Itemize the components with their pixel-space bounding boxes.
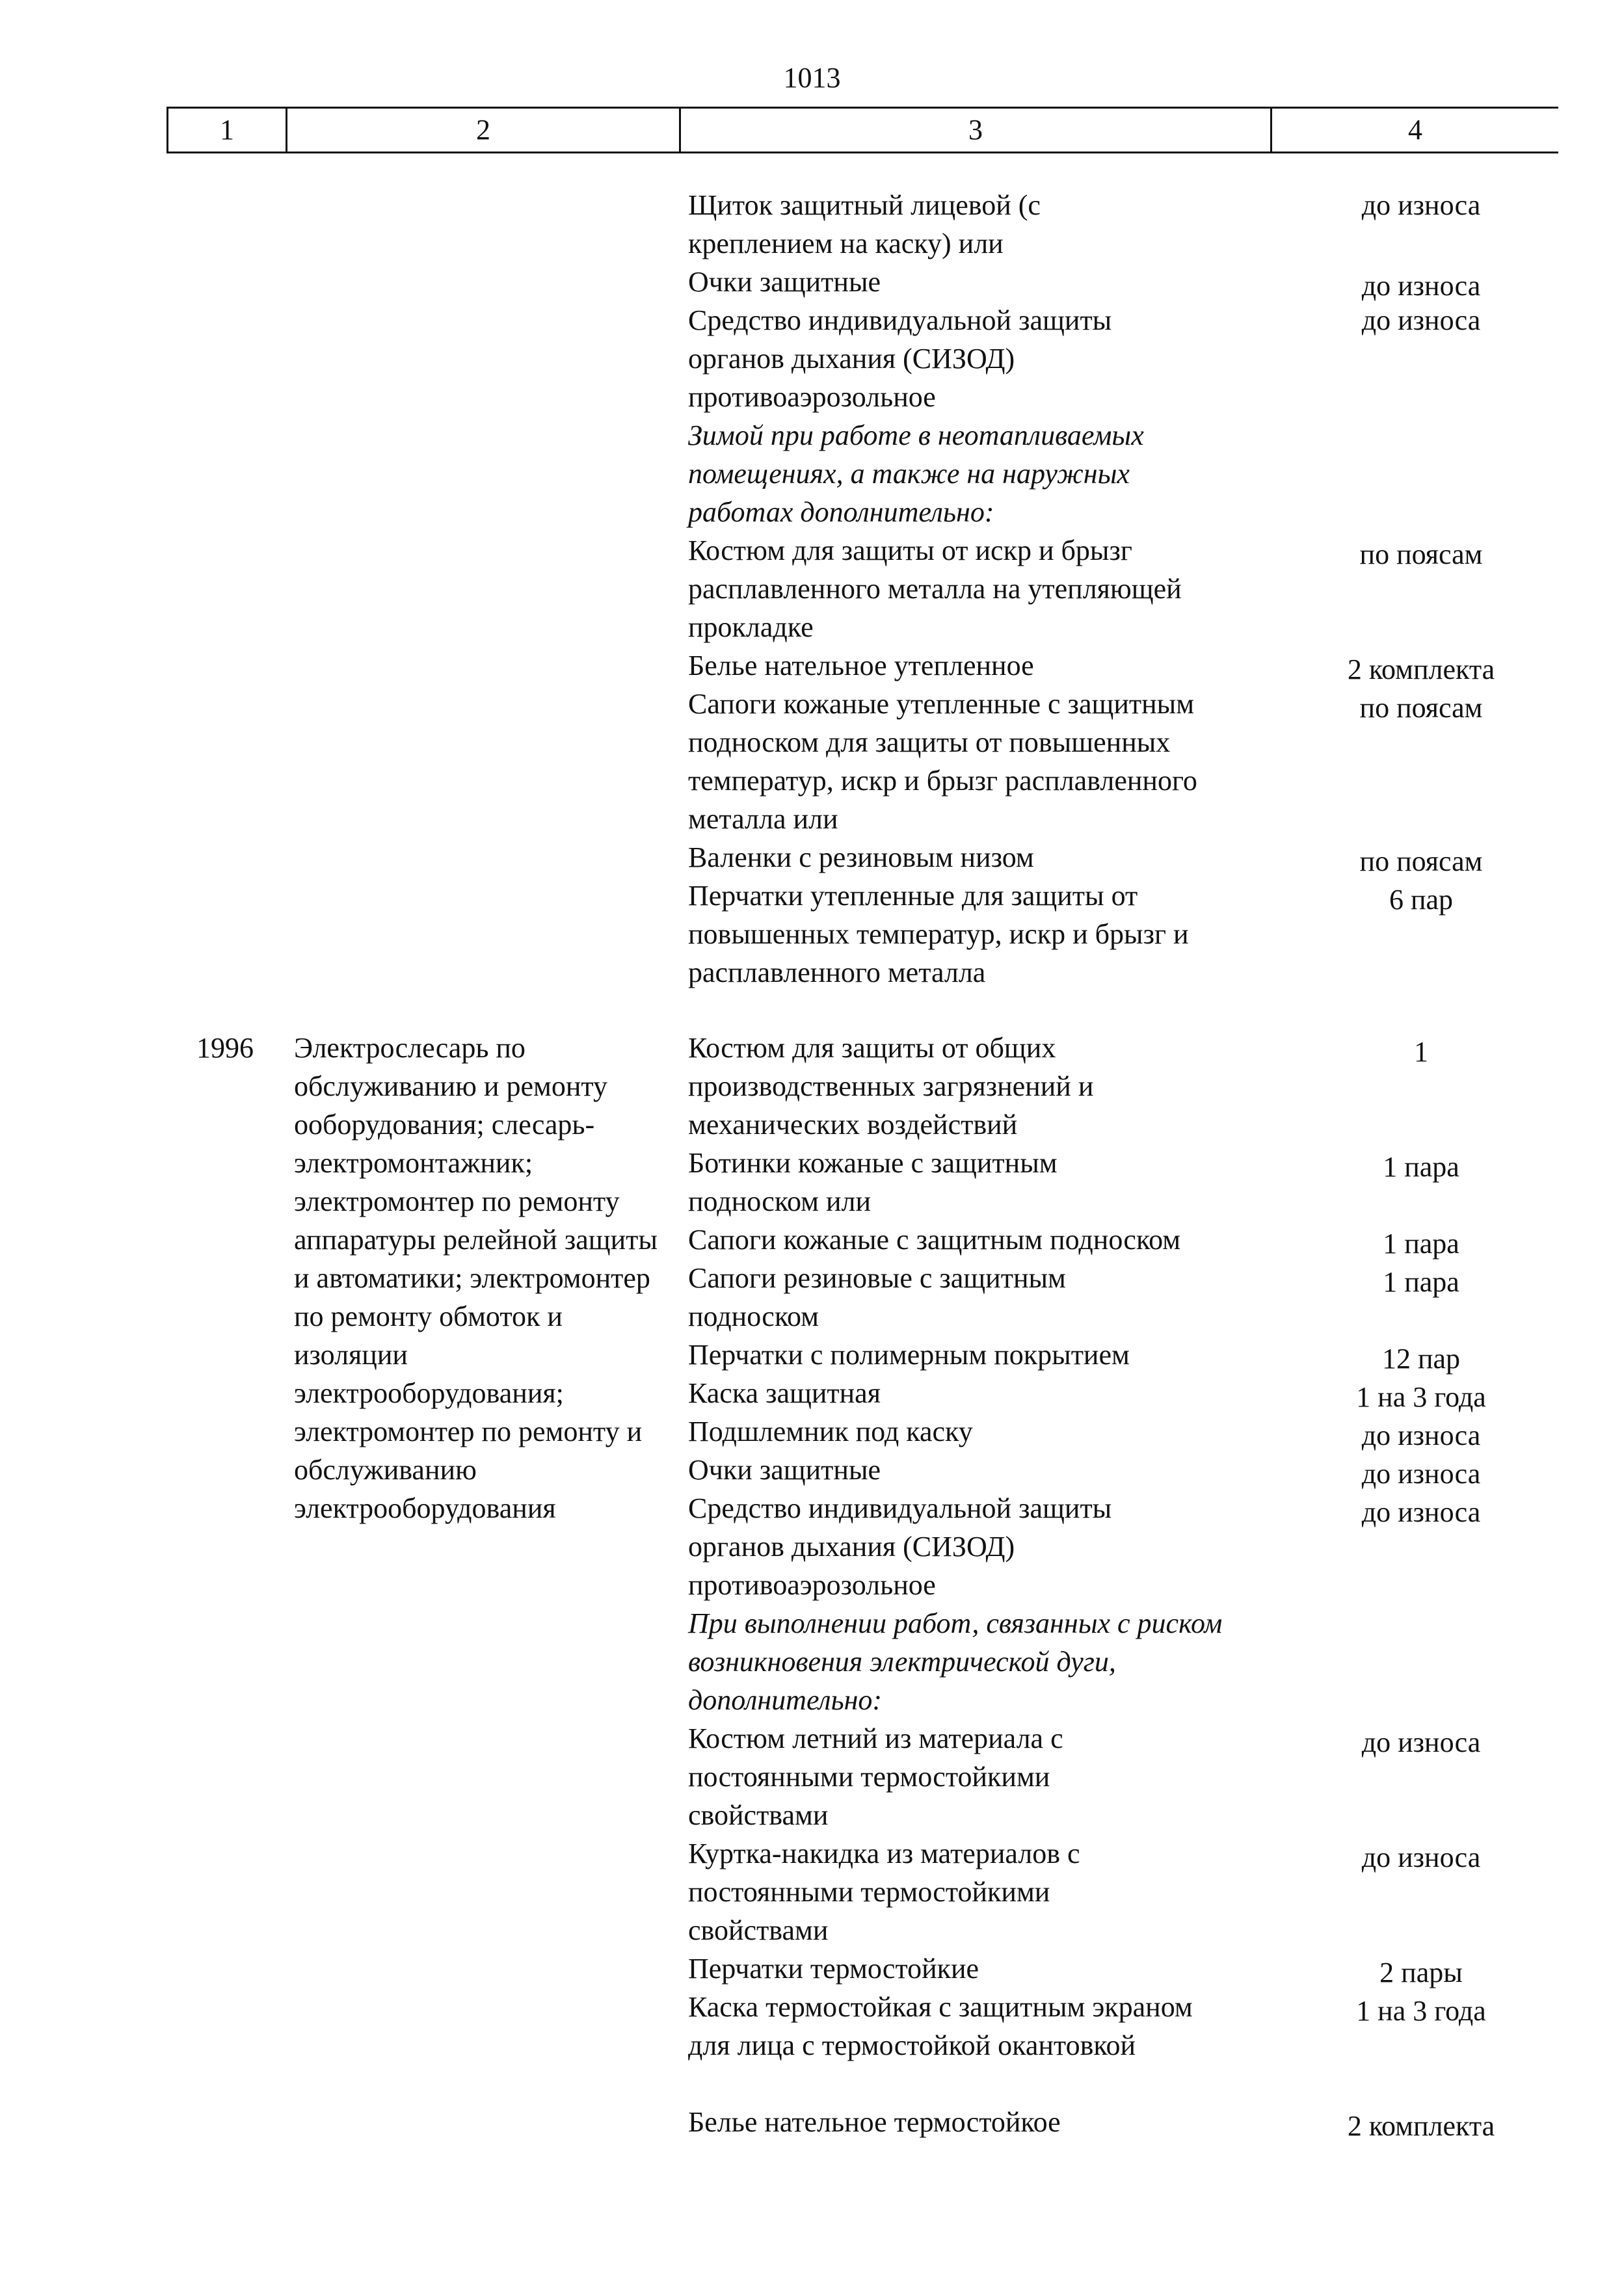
- entry-number: 1996: [196, 1032, 254, 1064]
- item-norm: 1 пара: [1383, 1151, 1459, 1183]
- item-norm: 2 комплекта: [1347, 653, 1495, 685]
- item-norm: по поясам: [1359, 845, 1483, 877]
- entry-profession: Электрослесарь по обслуживанию и ремонту ооборудования; слесарь-электромонтажник; электромонтер по ремонту аппаратуры релейной защиты и автоматики; электромонтер по ремонту обмоток и изоляции электрооборудования; электромонтер по ремонту и обслуживанию электрооборудования: [294, 1032, 658, 1524]
- item-name: Сапоги резиновые с защитным подноском: [688, 1262, 1066, 1332]
- item-name: Очки защитные: [688, 266, 881, 298]
- item-norm: 1 пара: [1383, 1266, 1459, 1298]
- column-header-2: 2: [476, 114, 490, 146]
- item-norm: до износа: [1361, 1496, 1481, 1528]
- item-name: Каска термостойкая с защитным экраном для лица с термостойкой окантовкой: [688, 1991, 1193, 2061]
- item-name: Костюм летний из материала с постоянными термостойкими свойствами: [688, 1722, 1063, 1831]
- item-name: Сапоги кожаные утепленные с защитным подноском для защиты от повышенных температур, искр и брызг расплавленного металла или: [688, 688, 1197, 835]
- item-name: Каска защитная: [688, 1377, 881, 1409]
- item-norm: до износа: [1361, 189, 1481, 221]
- item-name: Ботинки кожаные с защитным подноском или: [688, 1147, 1058, 1217]
- item-norm: 1 пара: [1383, 1228, 1459, 1260]
- item-norm: по поясам: [1359, 692, 1483, 724]
- item-name: Перчатки утепленные для защиты от повышенных температур, искр и брызг и расплавленного металла: [688, 880, 1189, 988]
- item-name: Средство индивидуальной защиты органов дыхания (СИЗОД) противоаэрозольное: [688, 1492, 1112, 1601]
- item-norm: 1: [1414, 1036, 1428, 1068]
- column-header-4: 4: [1408, 114, 1422, 146]
- column-header-row: [166, 107, 1558, 153]
- item-name-note: Зимой при работе в неотапливаемых помещениях, а также на наружных работах дополнительно:: [688, 419, 1144, 528]
- item-name: Сапоги кожаные с защитным подноском: [688, 1224, 1181, 1256]
- item-norm: до износа: [1361, 1726, 1481, 1758]
- item-name: Белье нательное утепленное: [688, 650, 1034, 681]
- item-norm: до износа: [1361, 1419, 1481, 1451]
- item-name: Валенки с резиновым низом: [688, 841, 1034, 873]
- page-number: 1013: [783, 62, 841, 94]
- item-name: Щиток защитный лицевой (с креплением на каску) или: [688, 189, 1041, 259]
- item-norm: до износа: [1361, 270, 1481, 302]
- column-header-3: 3: [968, 114, 983, 146]
- item-name: Перчатки термостойкие: [688, 1953, 979, 1985]
- item-name: Куртка-накидка из материалов с постоянными термостойкими свойствами: [688, 1838, 1080, 1946]
- item-name-note: При выполнении работ, связанных с риском возникновения электрической дуги, дополнительно:: [688, 1607, 1223, 1716]
- item-norm: по поясам: [1359, 538, 1483, 570]
- item-norm: 12 пар: [1381, 1343, 1461, 1375]
- item-norm: 1 на 3 года: [1356, 1995, 1486, 2027]
- item-norm: 6 пар: [1389, 884, 1454, 916]
- item-name: Белье нательное термостойкое: [688, 2106, 1061, 2138]
- item-norm: 2 пары: [1379, 1957, 1463, 1988]
- item-norm: 1 на 3 года: [1356, 1381, 1486, 1413]
- column-header-1: 1: [220, 114, 234, 146]
- item-norm: 2 комплекта: [1347, 2110, 1495, 2142]
- item-name: Перчатки с полимерным покрытием: [688, 1339, 1130, 1371]
- item-norm: до износа: [1361, 1458, 1481, 1490]
- item-name: Костюм для защиты от общих производственных загрязнений и механических воздействий: [688, 1032, 1094, 1141]
- item-name: Средство индивидуальной защиты органов дыхания (СИЗОД) противоаэрозольное: [688, 304, 1112, 413]
- item-name: Подшлемник под каску: [688, 1416, 973, 1447]
- item-name: Очки защитные: [688, 1454, 881, 1486]
- item-norm: до износа: [1361, 304, 1481, 336]
- item-name: Костюм для защиты от искр и брызг расплавленного металла на утепляющей прокладке: [688, 534, 1182, 643]
- item-norm: до износа: [1361, 1841, 1481, 1873]
